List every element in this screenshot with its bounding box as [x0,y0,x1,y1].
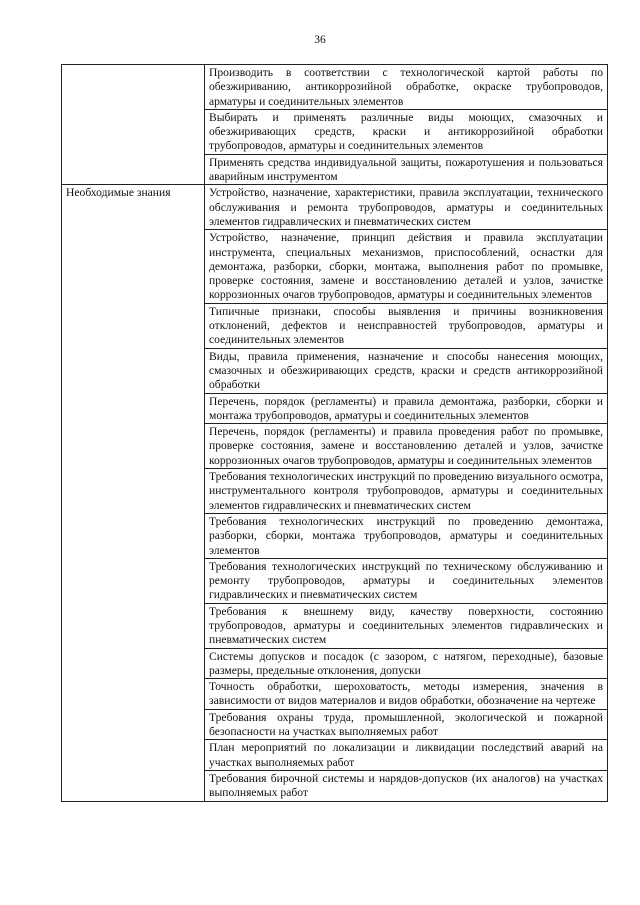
skill-text: Производить в соответствии с технологической картой работы по обезжириванию, антикоррозийной обработке, окраске трубопроводов, арматуры и соединительных элементов [209,66,603,108]
knowledge-text: Требования технологических инструкций по техническому обслуживанию и ремонту трубопроводов, арматуры и соединительных элементов гидравлических и пневматических систем [209,559,603,602]
knowledge-text: Требования бирочной системы и нарядов-допусков (их аналогов) на участках выполняемых работ [209,771,603,800]
knowledge-text: Системы допусков и посадок (с зазором, с натягом, переходные), базовые размеры, предельные отклонения, допуски [209,649,603,677]
knowledge-text: Устройство, назначение, характеристики, правила эксплуатации, технического обслуживания и ремонта трубопроводов, арматуры и соединительных элементов гидравлических и пневматических систем [209,186,603,228]
knowledge-cell [205,770,608,801]
page-number: 36 [314,34,326,46]
knowledge-cell [205,185,608,230]
skills-label-cell [62,65,205,185]
knowledge-label-cell [62,185,205,801]
knowledge-cell [205,558,608,603]
knowledge-text: План мероприятий по локализации и ликвидации последствий аварий на участках выполняемых работ [209,741,603,769]
knowledge-cell [205,303,608,348]
knowledge-cell [205,648,608,679]
skill-cell [205,109,608,154]
knowledge-text: Требования технологических инструкций по проведению демонтажа, разборки, сборки, монтажа трубопроводов, арматуры и соединительных элементов [209,514,603,557]
knowledge-cell [205,230,608,303]
knowledge-cell [205,679,608,710]
skill-cell [205,65,608,110]
knowledge-text: Перечень, порядок (регламенты) и правила демонтажа, разборки, сборки и монтажа трубопроводов, арматуры и соединительных элементов [209,394,603,422]
skill-text: Применять средства индивидуальной защиты, пожаротушения и пользоваться аварийным инструментом [209,155,603,184]
knowledge-cell [205,513,608,558]
knowledge-text: Требования технологических инструкций по проведению визуального осмотра, инструментального контроля трубопроводов, арматуры и соединительных элементов гидравлических и пневматических систем [209,470,603,512]
knowledge-cell [205,424,608,469]
knowledge-cell [205,348,608,393]
knowledge-text: Точность обработки, шероховатость, методы измерения, значения в зависимости от видов материалов и видов обработки, обозначение на чертеже [209,680,603,708]
table-row [62,65,608,110]
competency-table [61,64,608,802]
skill-text: Выбирать и применять различные виды моющих, смазочных и обезжиривающих средств, краски и антикоррозийной обработки трубопроводов, арматуры и соединительных элементов [209,110,603,153]
knowledge-text: Требования охраны труда, промышленной, экологической и пожарной безопасности на участках выполняемых работ [209,710,603,739]
skill-cell [205,154,608,185]
knowledge-text: Требования к внешнему виду, качеству поверхности, состоянию трубопроводов, арматуры и соединительных элементов гидравлических и пневматических систем [209,604,603,647]
knowledge-cell [205,393,608,424]
knowledge-cell [205,709,608,740]
knowledge-cell [205,603,608,648]
table-row [62,185,608,230]
knowledge-text: Типичные признаки, способы выявления и причины возникновения отклонений, дефектов и неисправностей трубопроводов, арматуры и соединительных элементов [209,304,603,347]
knowledge-cell [205,740,608,771]
knowledge-text: Перечень, порядок (регламенты) и правила проведения работ по промывке, проверке состояния, замене и восстановлению деталей и узлов, зачистке коррозионных очагов трубопроводов, арматуры и соединительных элементов [209,425,603,467]
knowledge-label: Необходимые знания [66,186,171,200]
knowledge-cell [205,469,608,514]
knowledge-text: Виды, правила применения, назначение и способы нанесения моющих, смазочных и обезжиривающих средств, краски и средств антикоррозийной обработки [209,349,603,392]
knowledge-text: Устройство, назначение, принцип действия и правила эксплуатации инструмента, специальных механизмов, приспособлений, оснастки для демонтажа, разборки, сборки, монтажа, выполнения работ по промывке, проверке состояния, замене и восстановлению деталей и узлов, зачистке коррозионных очагов трубопроводов, арматуры и соединительных элементов [209,231,603,302]
